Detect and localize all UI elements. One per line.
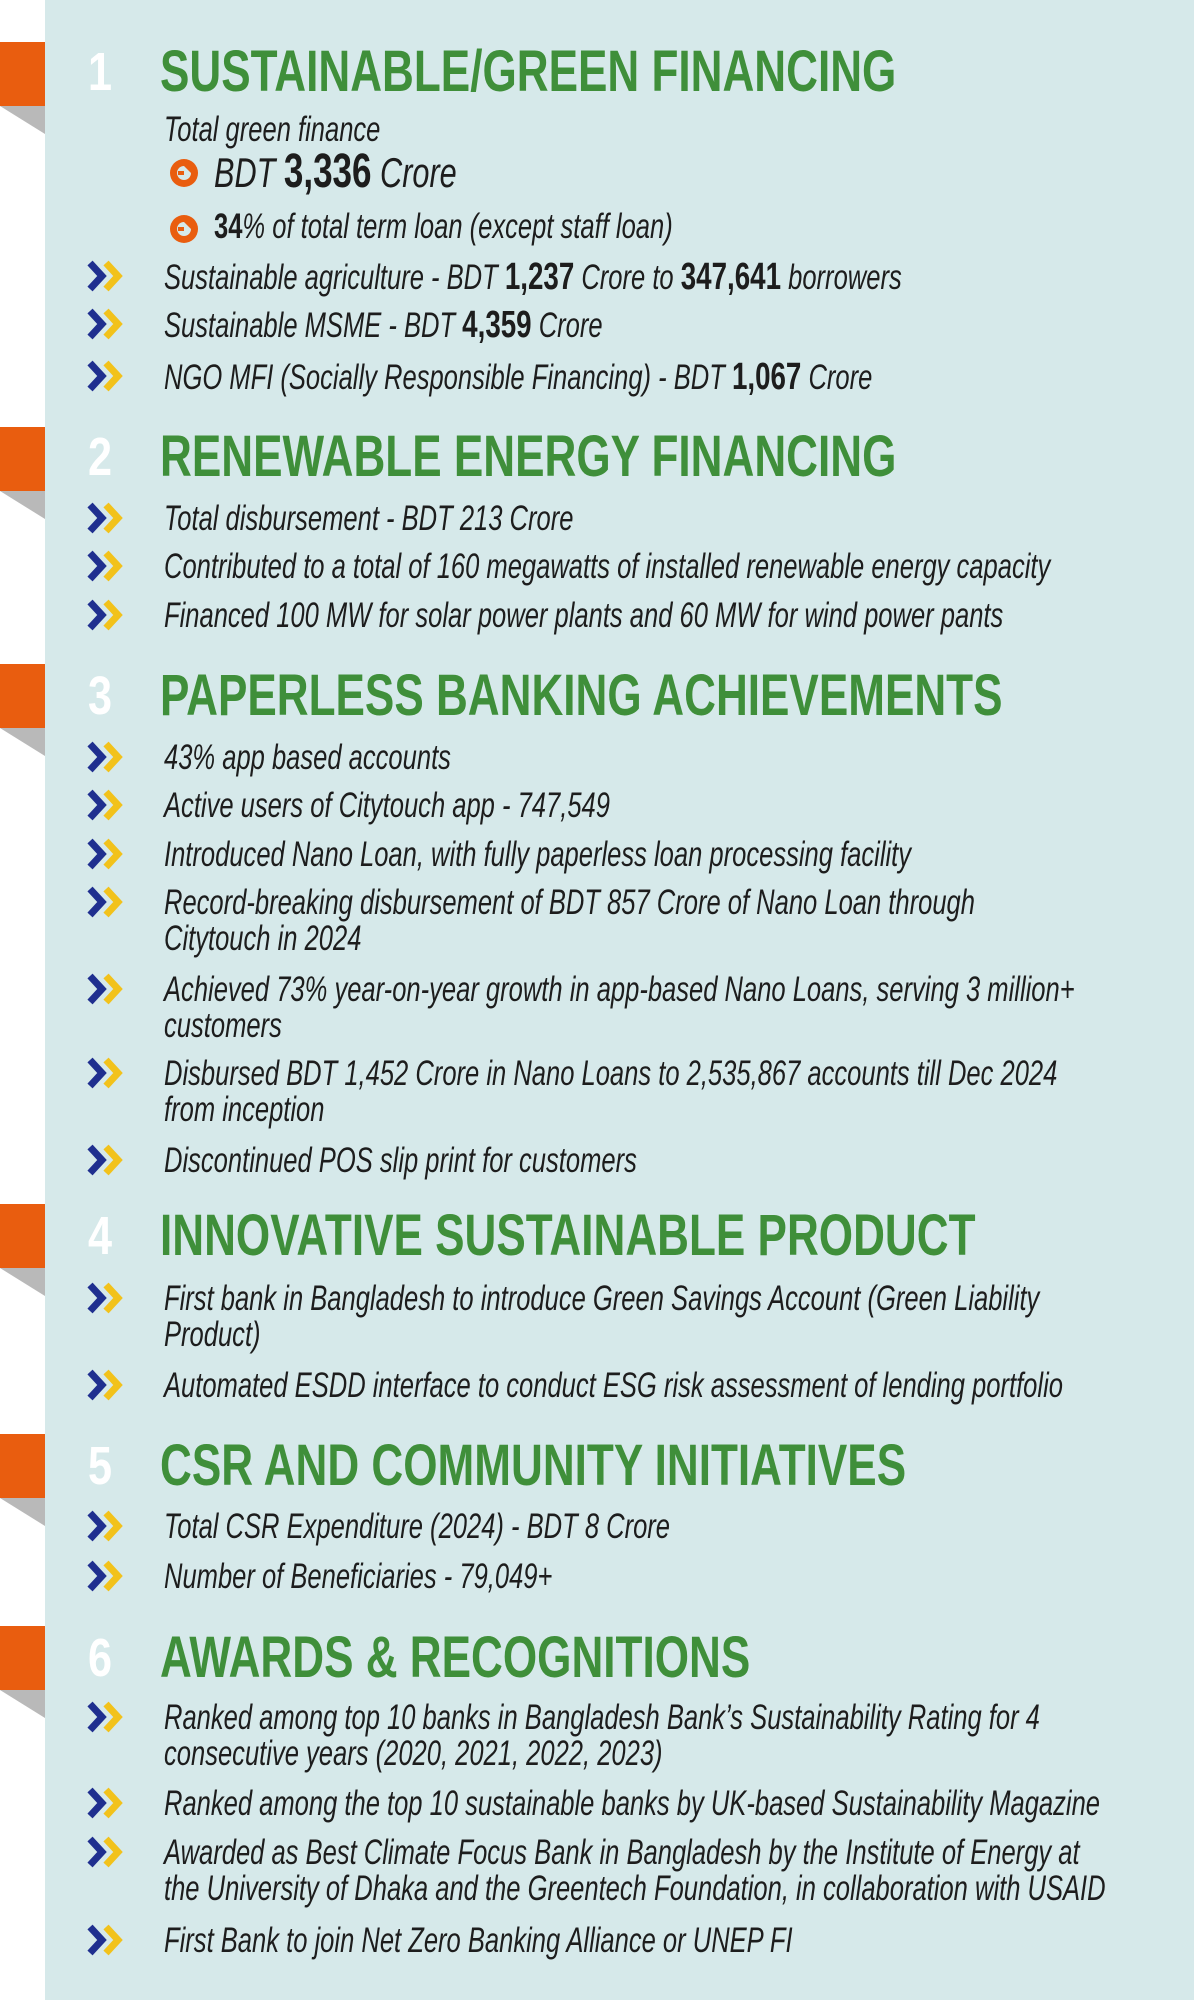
- chevron-double-right-icon: [86, 307, 126, 341]
- arrow-circle-icon: [168, 213, 200, 245]
- green-finance-total: BDT 3,336 Crore: [214, 145, 457, 198]
- chevron-double-right-icon: [86, 501, 126, 535]
- section-number: 3: [88, 666, 113, 726]
- arrow-circle-icon: [168, 157, 200, 189]
- chevron-double-right-icon: [86, 1786, 126, 1820]
- section-1-tab: [0, 42, 45, 134]
- section-title: AWARDS & RECOGNITIONS: [160, 1625, 751, 1690]
- chevron-double-right-icon: [86, 788, 126, 822]
- section-2-tab: [0, 427, 45, 519]
- section-number: 2: [88, 427, 113, 487]
- chevron-double-right-icon: [86, 1143, 126, 1177]
- section-title: PAPERLESS BANKING ACHIEVEMENTS: [160, 663, 1003, 728]
- chevron-double-right-icon: [86, 1835, 126, 1869]
- chevron-double-right-icon: [86, 359, 126, 393]
- chevron-double-right-icon: [86, 1923, 126, 1957]
- section-number: 6: [88, 1628, 113, 1688]
- chevron-double-right-icon: [86, 1056, 126, 1090]
- section-3-tab: [0, 664, 45, 756]
- green-finance-share: 34% of total term loan (except staff loan): [214, 207, 673, 246]
- section-5-tab: [0, 1434, 45, 1526]
- chevron-double-right-icon: [86, 1509, 126, 1543]
- chevron-double-right-icon: [86, 1700, 126, 1734]
- chevron-double-right-icon: [86, 1281, 126, 1315]
- chevron-double-right-icon: [86, 598, 126, 632]
- section-6-tab: [0, 1626, 45, 1718]
- chevron-double-right-icon: [86, 885, 126, 919]
- section-4-tab: [0, 1204, 45, 1296]
- green-finance-intro: Total green finance: [164, 110, 381, 149]
- chevron-double-right-icon: [86, 740, 126, 774]
- chevron-double-right-icon: [86, 972, 126, 1006]
- chevron-double-right-icon: [86, 259, 126, 293]
- section-title: CSR AND COMMUNITY INITIATIVES: [160, 1433, 907, 1498]
- chevron-double-right-icon: [86, 1368, 126, 1402]
- section-number: 4: [88, 1206, 113, 1266]
- section-title: RENEWABLE ENERGY FINANCING: [160, 424, 897, 489]
- section-title: INNOVATIVE SUSTAINABLE PRODUCT: [160, 1203, 976, 1268]
- chevron-double-right-icon: [86, 549, 126, 583]
- section-title: SUSTAINABLE/GREEN FINANCING: [160, 39, 897, 104]
- section-number: 1: [88, 42, 113, 102]
- section-number: 5: [88, 1436, 113, 1496]
- chevron-double-right-icon: [86, 837, 126, 871]
- chevron-double-right-icon: [86, 1559, 126, 1593]
